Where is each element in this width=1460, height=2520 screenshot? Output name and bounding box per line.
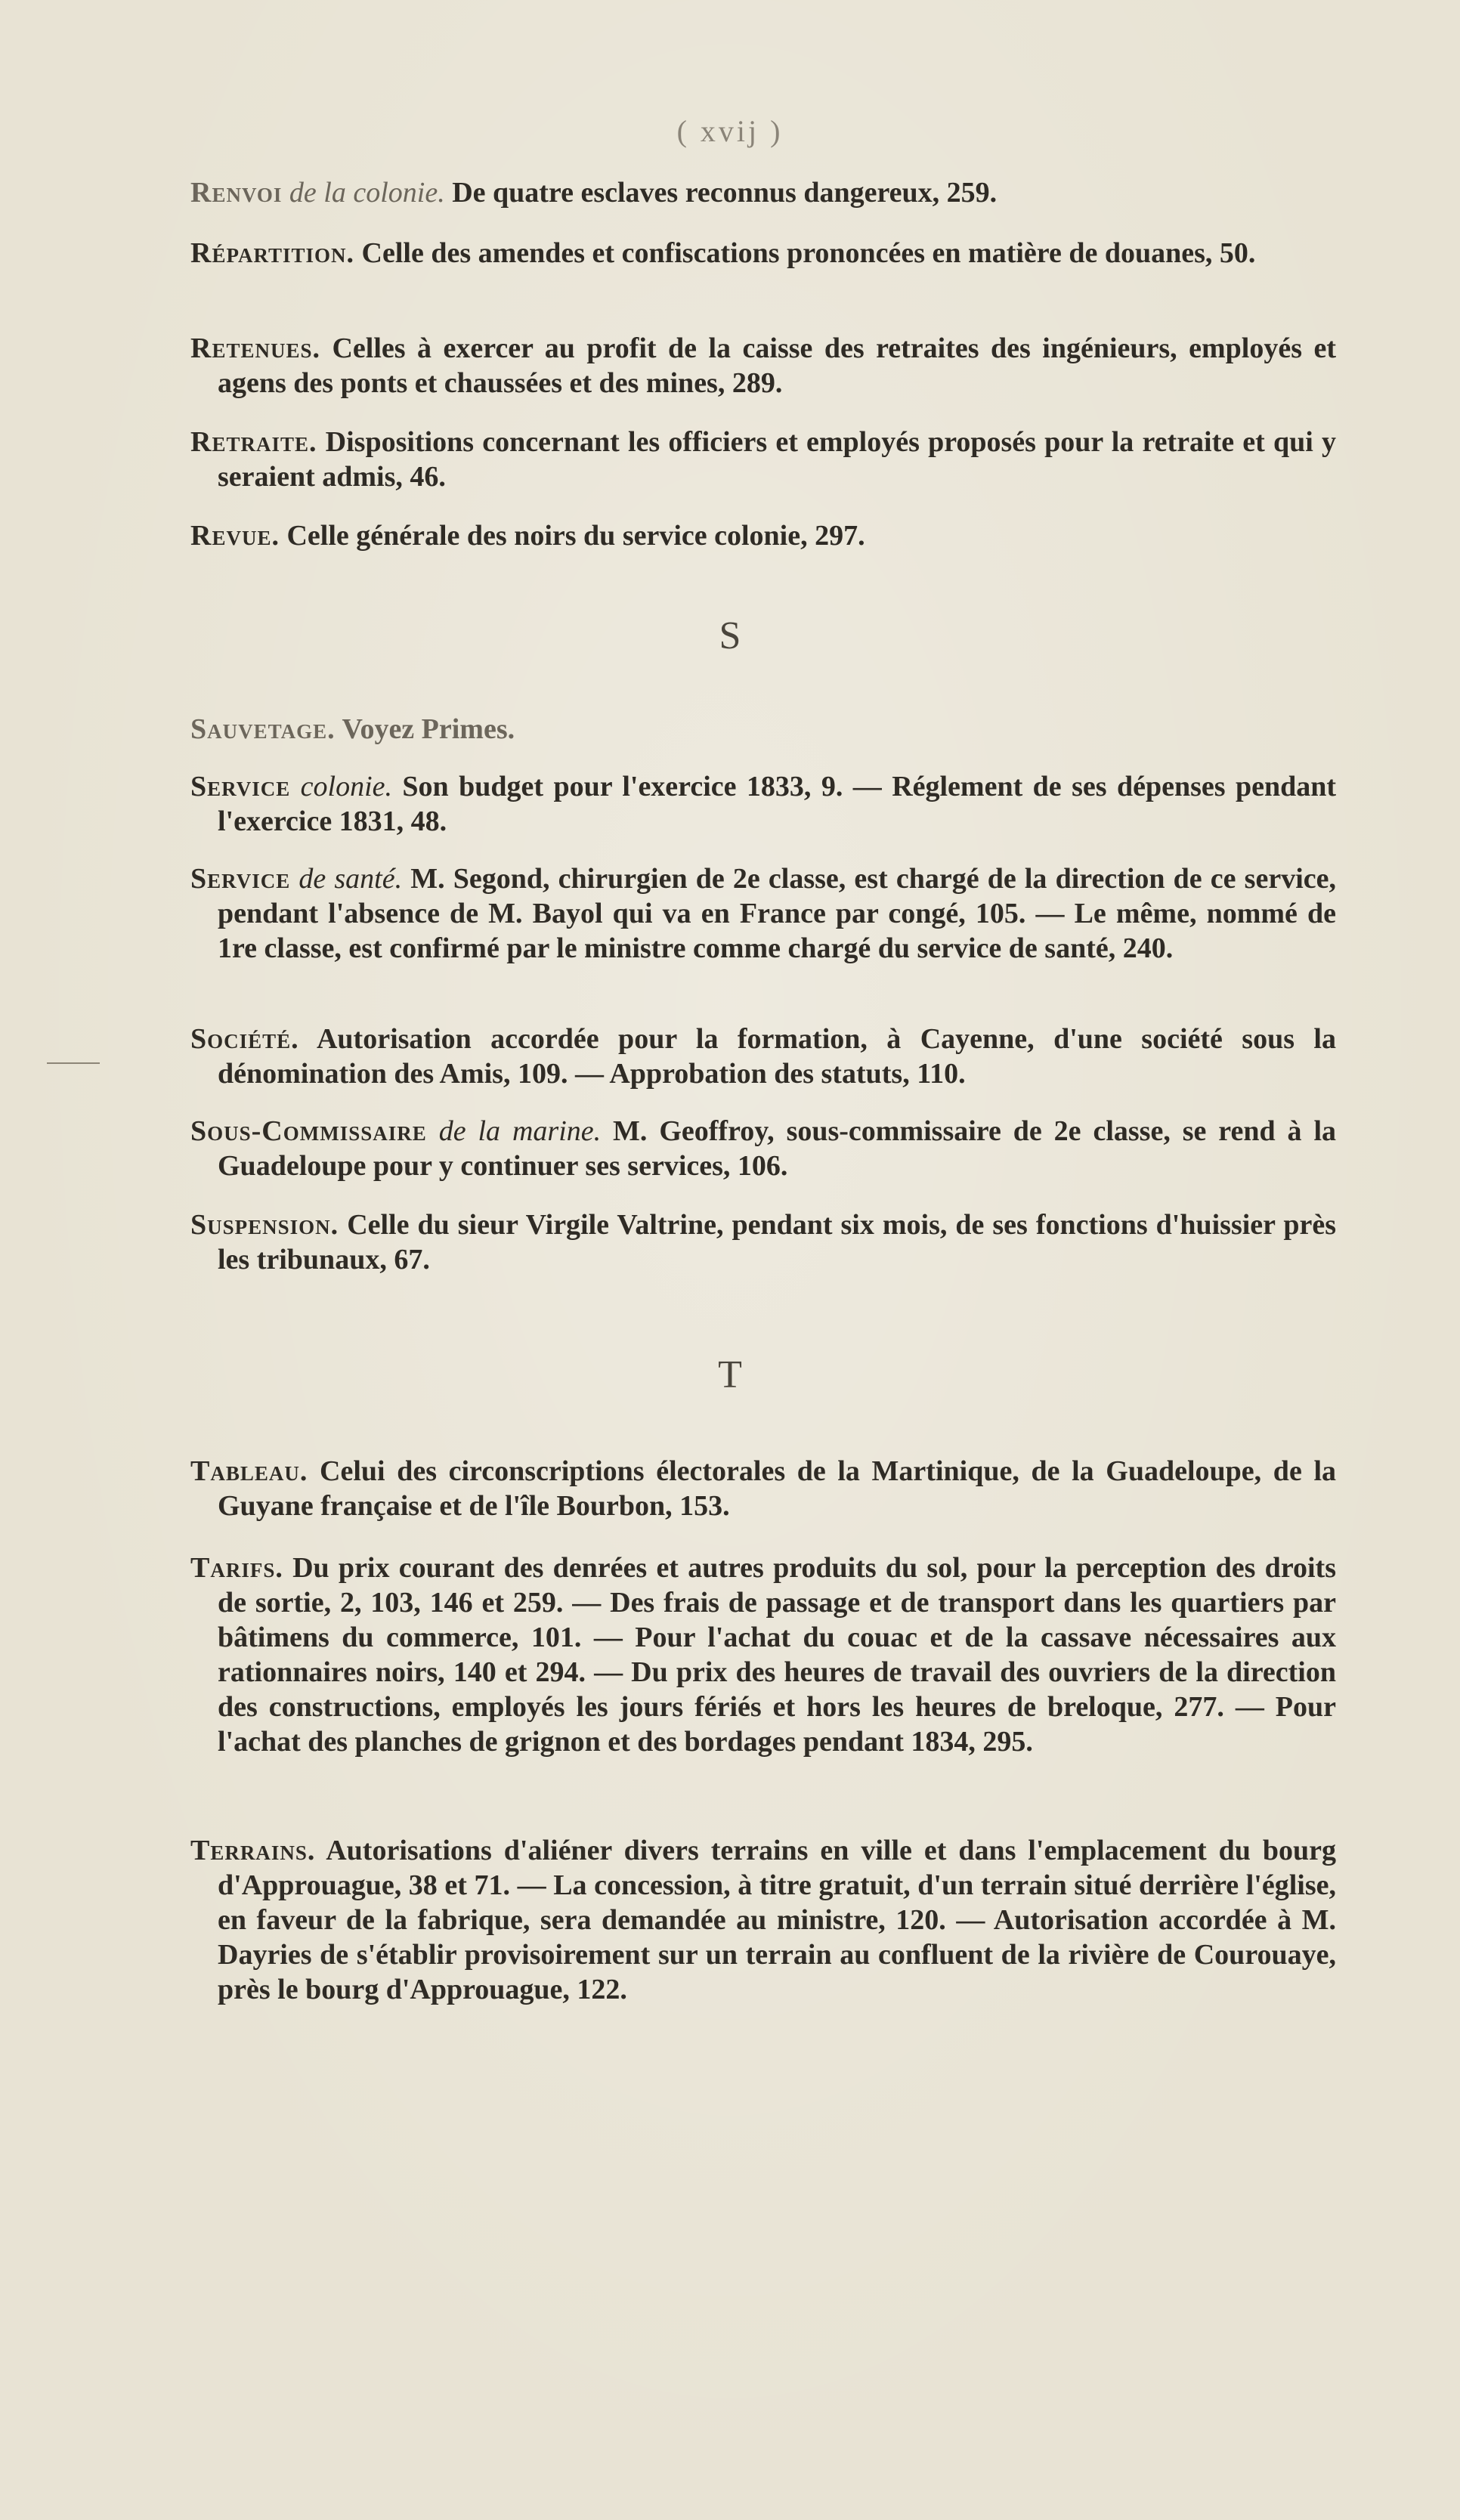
entry-text: M. Segond, chirurgien de 2e classe, est chargé de la direction de ce service, pendant l'absence de M. Bayol qui va en France par congé, 105. — Le même, nommé de 1re classe, est confirmé par le ministre comme chargé du service de santé, 240. [218, 863, 1336, 964]
entry-subhead: colonie. [300, 771, 392, 802]
entry-text: De quatre esclaves reconnus dangereux, 259. [452, 177, 998, 209]
section-letter-t: T [718, 1353, 742, 1396]
section-letter-s: S [719, 614, 741, 657]
index-entry-repartition [190, 236, 1336, 271]
entry-text: Celle du sieur Virgile Valtrine, pendant six mois, de ses fonctions d'huissier près les tribunaux, 67. [218, 1209, 1336, 1275]
entry-head: Renvoi [190, 177, 283, 209]
entry-head: Sous-Commissaire [190, 1115, 427, 1147]
entry-head: Retraite. [190, 426, 317, 458]
entry-text: Autorisations d'aliéner divers terrains en ville et dans l'emplacement du bourg d'Approuague, 38 et 71. — La concession, à titre gratuit, d'un terrain situé derrière l'église, en faveur de la fabrique, sera demandée au ministre, 120. — Autorisation accordée à M. Dayries de s'établir provisoirement sur un terrain au confluent de la rivière de Courouaye, près le bourg d'Approuague, 122. [218, 1835, 1336, 2005]
entry-text: Celles à exercer au profit de la caisse des retraites des ingénieurs, employés et agens des ponts et chaussées et des mines, 289. [218, 332, 1336, 399]
entry-subhead: de santé. [298, 863, 403, 895]
margin-mark [47, 1062, 100, 1064]
entry-head: Tableau. [190, 1455, 308, 1487]
entry-head: Revue. [190, 520, 280, 552]
index-entry-retraite [190, 425, 1336, 494]
entry-head: Retenues. [190, 332, 320, 364]
entry-text: Dispositions concernant les officiers et employés proposés pour la retraite et qui y seraient admis, 46. [218, 426, 1337, 493]
entry-head: Terrains. [190, 1835, 316, 1866]
entry-head: Service [190, 863, 291, 895]
entry-text: Du prix courant des denrées et autres produits du sol, pour la perception des droits de sortie, 2, 103, 146 et 259. — Des frais de passage et de transport dans les quartiers par bâtimens du commerce, 101. — Pour l'achat du couac et de la cassave nécessaires aux rationnaires noirs, 140 et 294. — Du prix des heures de travail des ouvriers de la direction des constructions, employés les jours fériés et hors les heures de breloque, 277. — Pour l'achat des planches de grignon et des bordages pendant 1834, 295. [218, 1552, 1336, 1758]
entry-head: Sauvetage. [190, 713, 336, 745]
entry-head: Société. [190, 1023, 299, 1055]
index-entry-sauvetage [190, 712, 1336, 747]
index-entry-terrains [190, 1833, 1336, 2007]
entry-text: Son budget pour l'exercice 1833, 9. — Réglement de ses dépenses pendant l'exercice 1831, 48. [218, 771, 1336, 837]
entry-text: Celle des amendes et confiscations prononcées en matière de douanes, 50. [361, 237, 1256, 269]
index-entry-service-sante [190, 861, 1336, 966]
entry-subhead: de la marine. [438, 1115, 602, 1147]
entry-head: Tarifs. [190, 1552, 283, 1584]
index-entry-retenues [190, 331, 1336, 400]
index-entry-tableau [190, 1454, 1336, 1523]
index-entry-renvoi [190, 175, 1336, 210]
entry-text: Voyez Primes. [342, 713, 515, 745]
entry-head: Suspension. [190, 1209, 339, 1241]
index-entry-tarifs [190, 1551, 1336, 1759]
index-entry-sous-commissaire [190, 1114, 1336, 1183]
entry-text: Celui des circonscriptions électorales de la Martinique, de la Guadeloupe, de la Guyane française et de l'île Bourbon, 153. [218, 1455, 1336, 1522]
page-number: ( xvij ) [676, 114, 784, 148]
index-entry-revue [190, 518, 1336, 553]
entry-text: Celle générale des noirs du service colonie, 297. [286, 520, 865, 552]
entry-head: Répartition. [190, 237, 355, 269]
entry-subhead: de la colonie. [289, 177, 445, 209]
entry-text: Autorisation accordée pour la formation, à Cayenne, d'une société sous la dénomination des Amis, 109. — Approbation des statuts, 110. [218, 1023, 1336, 1090]
index-entry-suspension [190, 1207, 1336, 1277]
entry-head: Service [190, 771, 291, 802]
index-entry-service-colonie [190, 769, 1336, 839]
entry-text: M. Geoffroy, sous-commissaire de 2e classe, se rend à la Guadeloupe pour y continuer ses services, 106. [218, 1115, 1337, 1182]
index-entry-societe [190, 1022, 1336, 1091]
